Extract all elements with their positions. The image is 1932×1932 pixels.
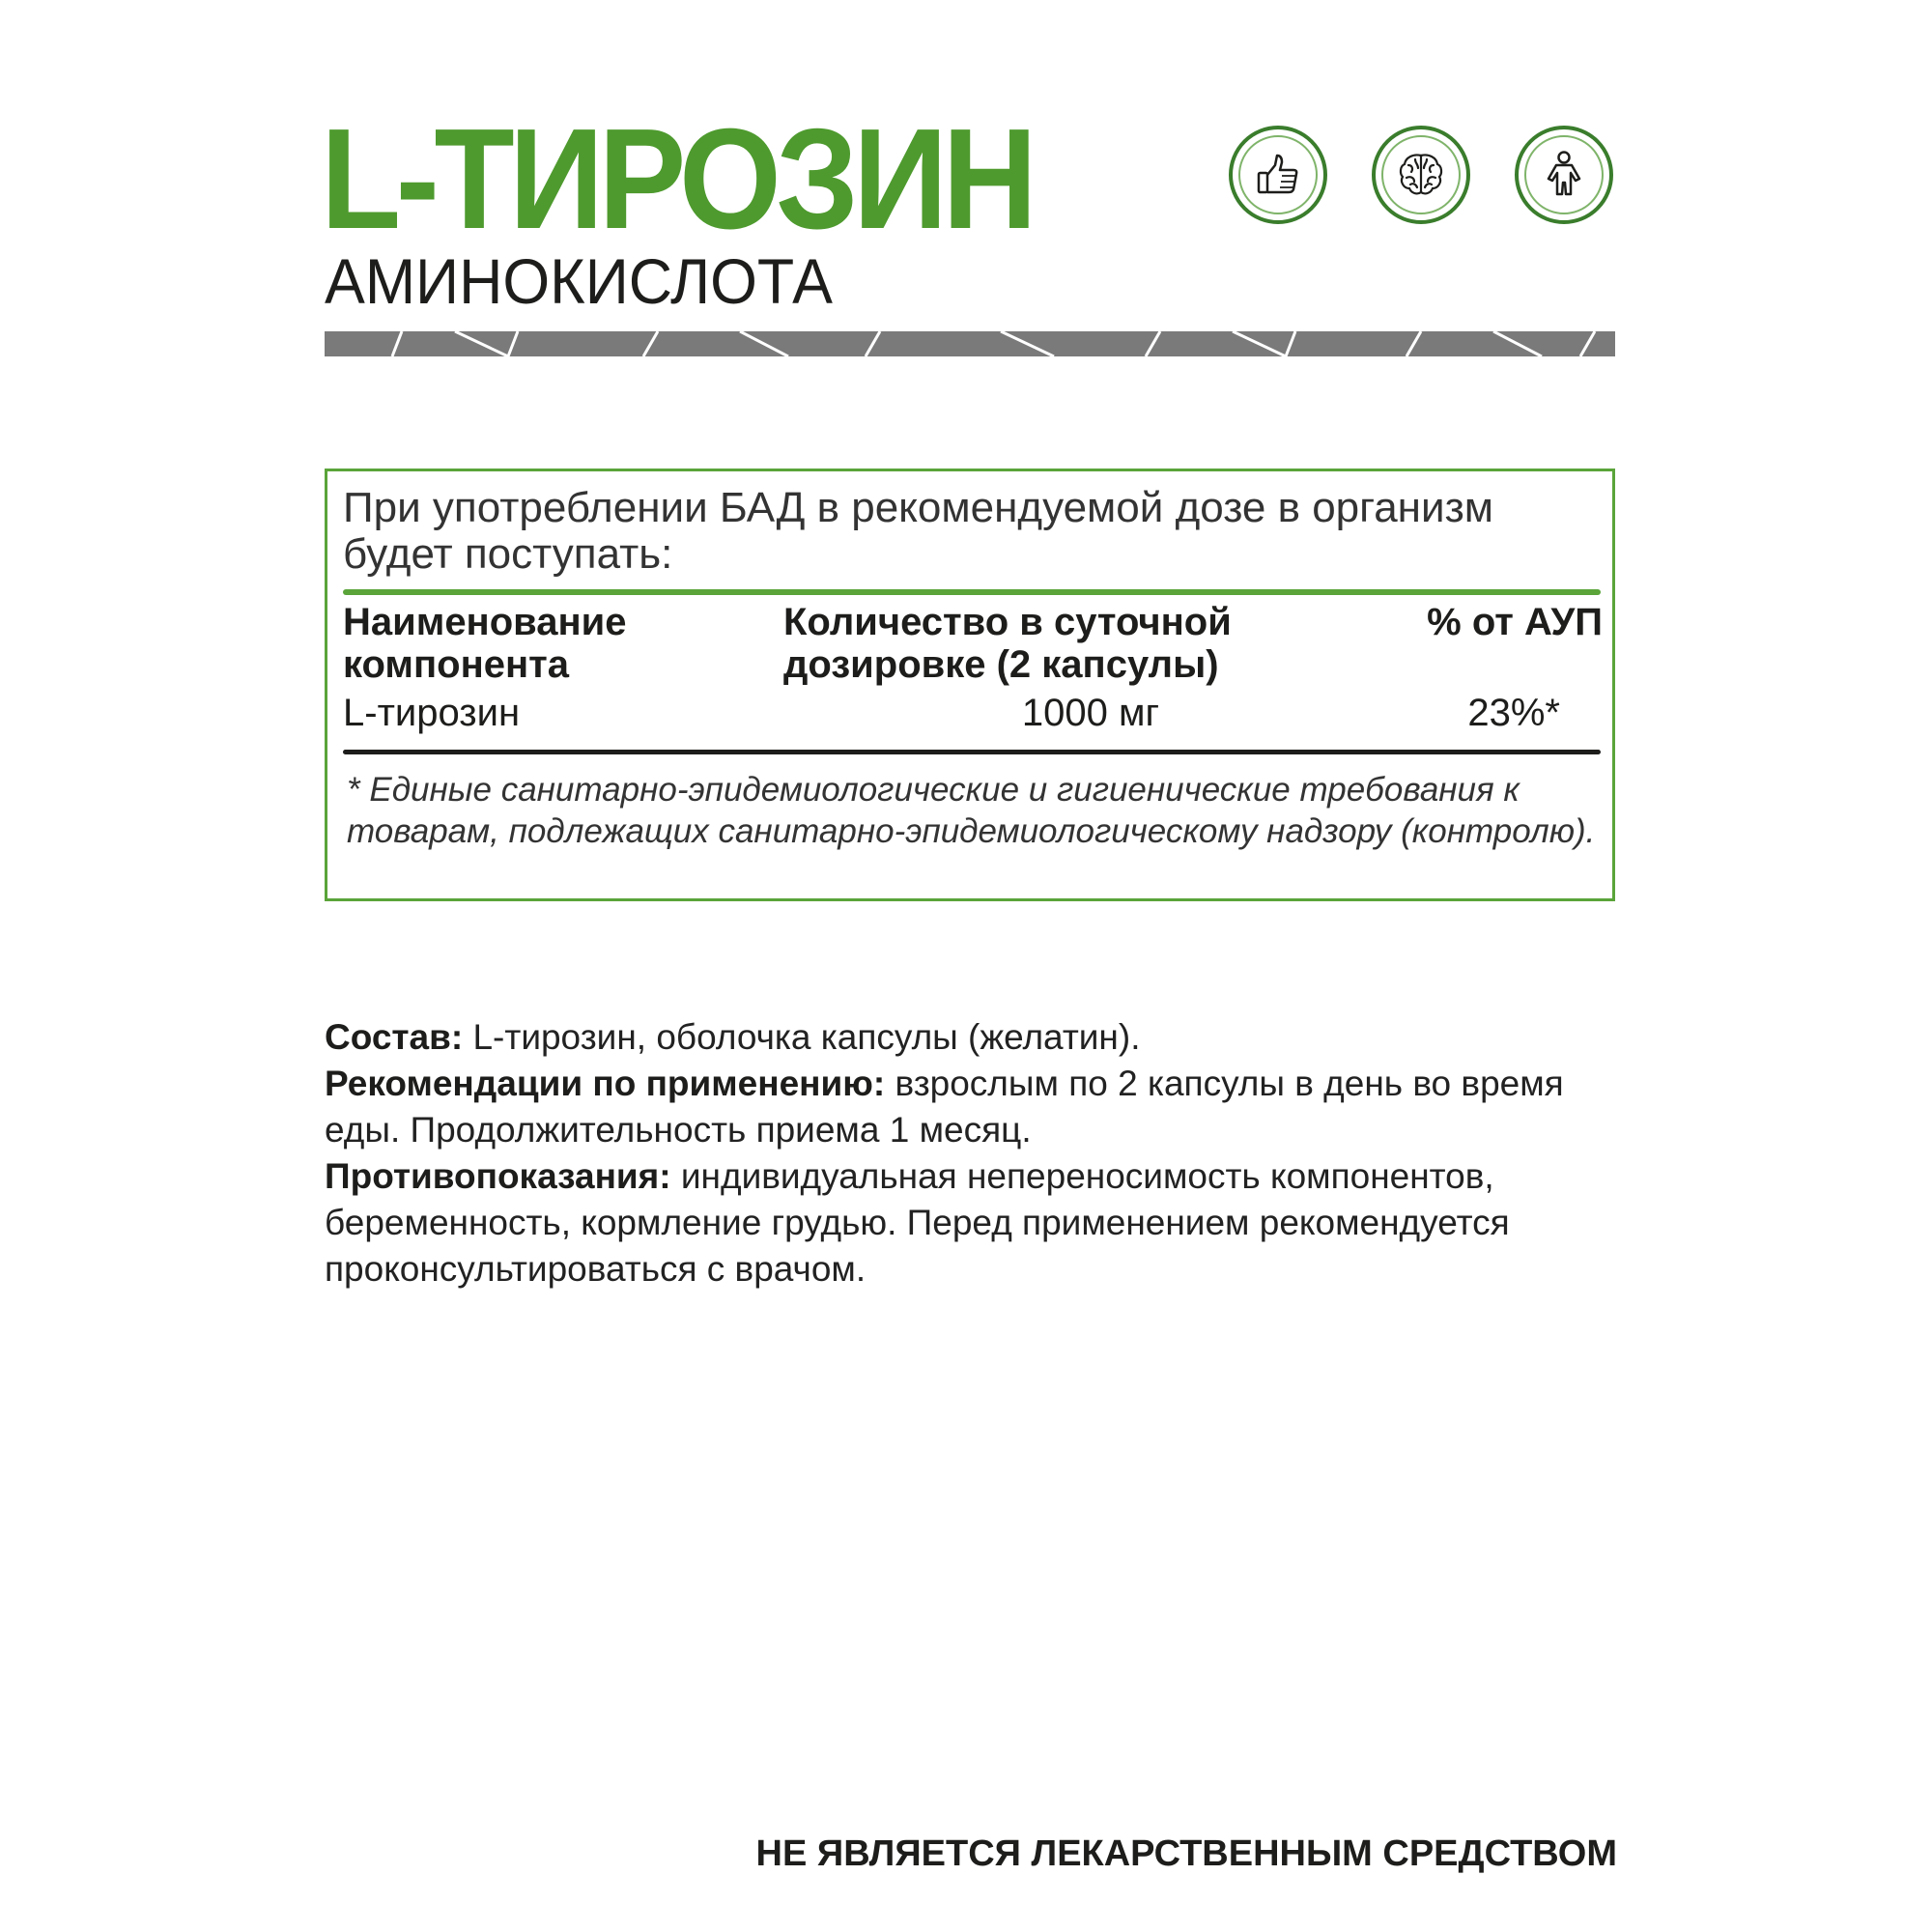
composition-label: Состав: <box>325 1017 464 1057</box>
row-component-name: L-тирозин <box>343 692 521 734</box>
benefit-icons <box>1227 126 1623 232</box>
contraindications-paragraph <box>325 1153 1638 1293</box>
usage-label: Рекомендации по применению: <box>325 1064 886 1103</box>
product-info <box>325 1014 1638 1293</box>
row-daily-quantity: 1000 мг <box>1021 692 1160 734</box>
contraindications-text: индивидуальная непереносимость компонентов, беременность, кормление грудью. Перед применением рекомендуется проконсультироваться с врачом. <box>325 1156 1510 1289</box>
product-title: L-ТИРОЗИН <box>321 99 1033 259</box>
composition-text: L-тирозин, оболочка капсулы (желатин). <box>463 1017 1141 1057</box>
intake-intro-text: При употреблении БАД в рекомендуемой дозе в организм будет поступать: <box>343 484 1493 578</box>
header-percent-aup: % от АУП <box>1427 601 1603 643</box>
person-icon <box>1515 126 1613 224</box>
thumbs-up-icon <box>1229 126 1327 224</box>
usage-paragraph <box>325 1061 1638 1153</box>
nutrition-table-box <box>325 469 1615 901</box>
table-top-rule <box>343 589 1601 595</box>
contraindications-label: Противопоказания: <box>325 1156 671 1196</box>
header-component-name: Наименование компонента <box>343 601 627 686</box>
footnote: * Единые санитарно-эпидемиологические и гигиенические требования к товарам, подлежащих санитарно-эпидемиологическому надзору (контролю). <box>347 771 1596 850</box>
product-subtitle: АМИНОКИСЛОТА <box>325 245 833 317</box>
table-bottom-rule <box>343 750 1601 754</box>
decorative-stripe <box>325 331 1615 356</box>
header-daily-quantity: Количество в суточной дозировке (2 капсулы) <box>783 601 1232 686</box>
row-percent-aup: 23%* <box>1467 692 1560 734</box>
not-a-medicine-disclaimer: НЕ ЯВЛЯЕТСЯ ЛЕКАРСТВЕННЫМ СРЕДСТВОМ <box>755 1833 1617 1874</box>
usage-text: взрослым по 2 капсулы в день во время еды. Продолжительность приема 1 месяц. <box>325 1064 1564 1150</box>
composition-paragraph <box>325 1014 1638 1061</box>
brain-icon <box>1372 126 1470 224</box>
